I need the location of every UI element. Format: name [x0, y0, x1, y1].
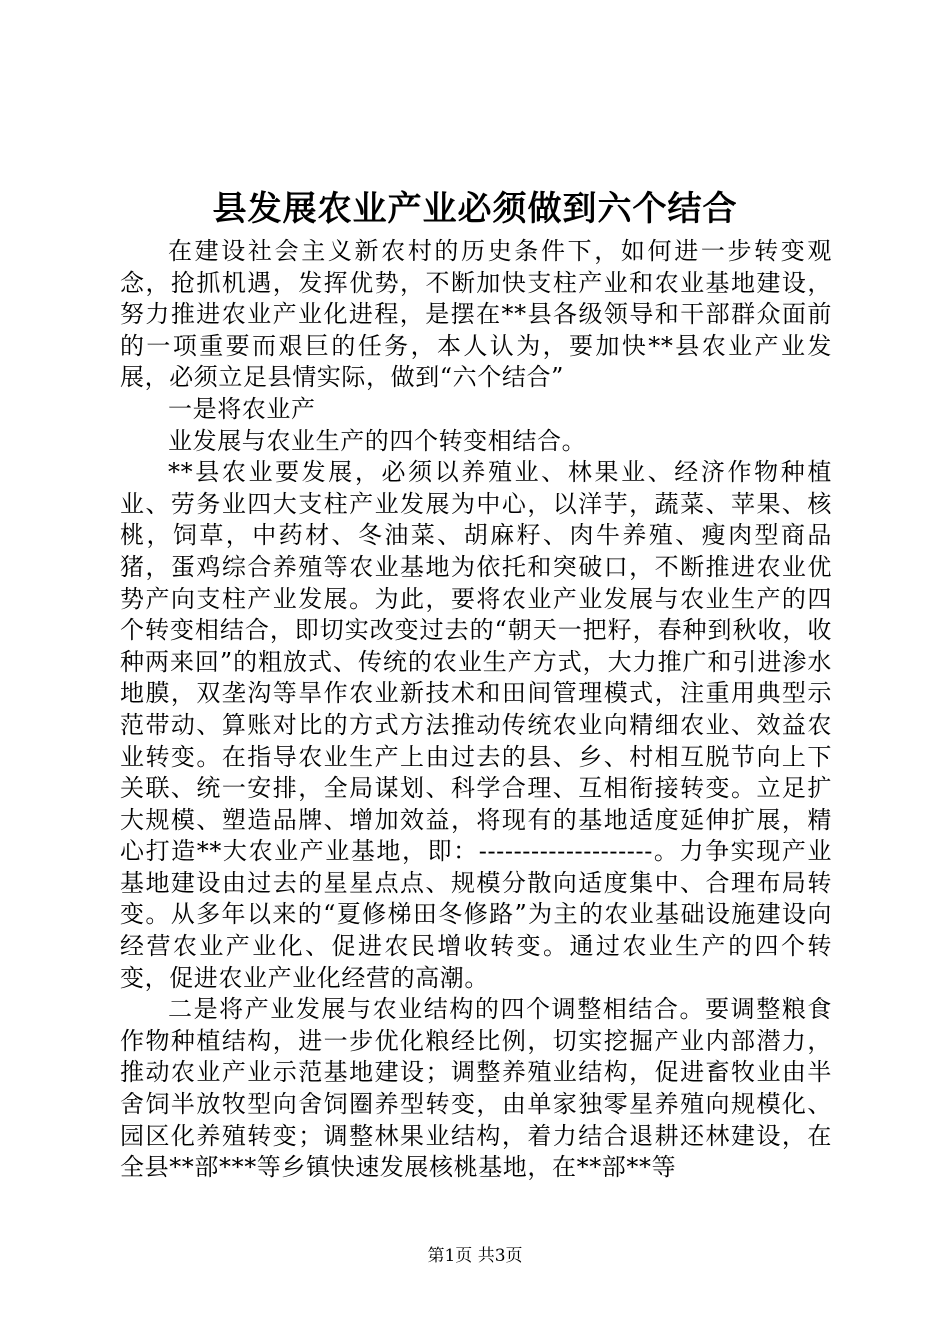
- paragraph-section-1: **县农业要发展，必须以养殖业、林果业、经济作物种植业、劳务业四大支柱产业发展为中心，以洋芋，蔬菜、苹果、核桃，饲草，中药材、冬油菜、胡麻籽、肉牛养殖、瘦肉型商品猪，蛋鸡综合养殖等农业基地为依托和突破口，不断推进农业优势产向支柱产业发展。为此，要将农业产业发展与农业生产的四个转变相结合，即切实改变过去的“朝天一把籽，春种到秋收，收种两来回”的粗放式、传统的农业生产方式，大力推广和引进渗水地膜，双垄沟等旱作农业新技术和田间管理模式，注重用典型示范带动、算账对比的方式方法推动传统农业向精细农业、效益农业转变。在指导农业生产上由过去的县、乡、村相互脱节向上下关联、统一安排，全局谋划、科学合理、互相衔接转变。立足扩大规模、塑造品牌、增加效益，将现有的基地适度延伸扩展，精心打造**大农业产业基地，即：--------------------。力争实现产业基地建设由过去的星星点点、规模分散向适度集中、合理布局转变。从多年以来的“夏修梯田冬修路”为主的农业基础设施建设向经营农业产业化、促进农民增收转变。通过农业生产的四个转变，促进农业产业化经营的高潮。: [120, 458, 832, 992]
- paragraph-heading-1b: 业发展与农业生产的四个转变相结合。: [168, 426, 587, 455]
- page-footer: 第1页 共3页: [427, 1246, 523, 1266]
- paragraph-section-2: 二是将产业发展与农业结构的四个调整相结合。要调整粮食作物种植结构，进一步优化粮经比例，切实挖掘产业内部潜力，推动农业产业示范基地建设；调整养殖业结构，促进畜牧业由半舍饲半放牧型向舍饲圈养型转变，由单家独零星养殖向规模化、园区化养殖转变；调整林果业结构，着力结合退耕还林建设，在全县**部***等乡镇快速发展核桃基地，在**部**等: [120, 995, 832, 1182]
- paragraph-heading-1a: 一是将农业产: [168, 394, 316, 423]
- page-title: 县发展农业产业必须做到六个结合: [212, 189, 738, 229]
- paragraph-intro: 在建设社会主义新农村的历史条件下，如何进一步转变观念，抢抓机遇，发挥优势，不断加快支柱产业和农业基地建设，努力推进农业产业化进程，是摆在**县各级领导和干部群众面前的一项重要而艰巨的任务，本人认为，要加快**县农业产业发展，必须立足县情实际，做到“六个结合”: [120, 237, 832, 392]
- document-body: [120, 236, 832, 1184]
